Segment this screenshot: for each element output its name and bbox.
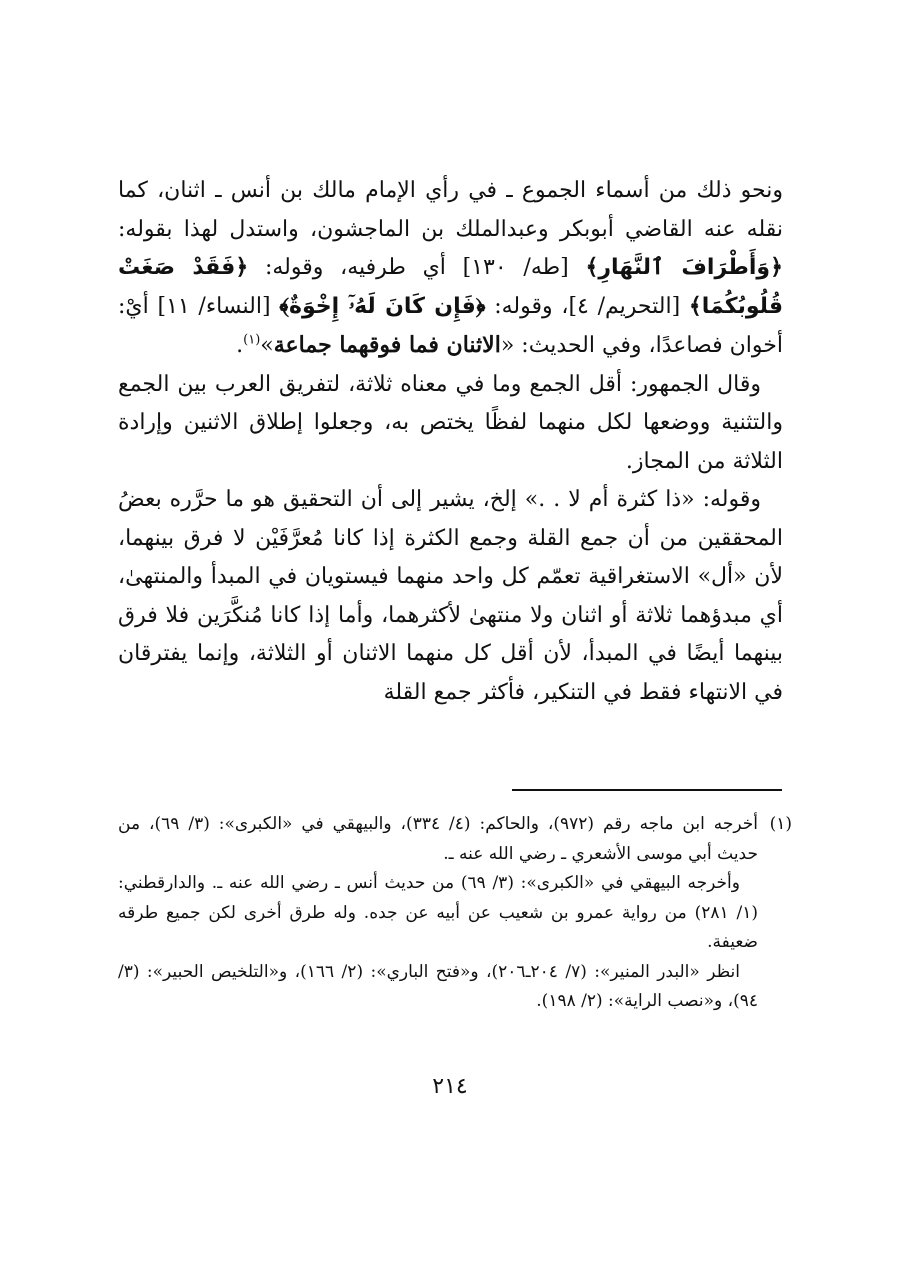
quran-verse-taha: ﴿وَأَطْرَافَ ٱلنَّهَارِ﴾	[585, 255, 783, 280]
footnote-number: (١)	[769, 814, 792, 834]
paragraph-3: وقوله: «ذا كثرة أم لا . .» إلخ، يشير إلى أن التحقيق هو ما حرَّره بعضُ المحققين من أن جمع القلة وجمع الكثرة إذا كانا مُعرَّفَيْن لا فرق بينهما، لأن «أل» الاستغراقية تعمّم كل واحد منهما فيستويان في المبدأ والمنتهىٰ، أي مبدؤهما ثلاثة أو اثنان ولا منتهىٰ لأكثرهما، وأما إذا كانا مُنكَّرَين فلا فرق بينهما أيضًا في المبدأ، لأن أقل كل منهما الاثنان أو الثلاثة، وإنما يفترقان في الانتهاء فقط في التنكير، فأكثر جمع القلة	[118, 487, 784, 705]
page-number: ٢١٤	[432, 1074, 468, 1099]
paragraph-1-text-b: [طه/ ١٣٠] أي طرفيه، وقوله:	[248, 255, 586, 280]
paragraph-1-text-d: [النساء/ ١١] أيْ: أخوان فصاعدًا، وفي الحديث: «	[118, 293, 783, 358]
footnote-1-see-also: انظر «البدر المنير»: (٧/ ٢٠٤ـ٢٠٦)، و«فتح الباري»: (٢/ ١٦٦)، و«التلخيص الحبير»: (٣/ ٩٤)، و«نصب الراية»: (٢/ ١٩٨).	[118, 961, 758, 1011]
paragraph-1	[118, 172, 783, 366]
footnote-1	[118, 810, 792, 869]
footnotes	[118, 810, 792, 1017]
footnote-1-continuation: وأخرجه البيهقي في «الكبرى»: (٣/ ٦٩) من حديث أنس ـ رضي الله عنه ـ. والدارقطني: (١/ ٢٨١) من رواية عمرو بن شعيب عن أبيه عن جده. وله طرق أخرى لكن جميع طرقه ضعيفة.	[118, 873, 758, 952]
main-text	[118, 172, 783, 712]
quran-verse-nisa: ﴿فَإِن كَانَ لَهُۥٓ إِخْوَةٌ﴾	[279, 293, 486, 319]
paragraph-1-text-f: .	[236, 333, 244, 358]
paragraph-1-text-a: ونحو ذلك من أسماء الجموع ـ في رأي الإمام مالك بن أنس ـ اثنان، كما نقله عنه القاضي أبوبكر وعبدالملك بن الماجشون، واستدل لهذا بقوله:	[118, 178, 783, 242]
paragraph-1-text-e: »	[260, 333, 274, 358]
paragraph-1-text-c: [التحريم/ ٤]، وقوله:	[485, 293, 689, 319]
footnote-separator	[512, 789, 782, 791]
footnote-1-text: أخرجه ابن ماجه رقم (٩٧٢)، والحاكم: (٤/ ٣٣٤)، والبيهقي في «الكبرى»: (٣/ ٦٩)، من حديث أبي موسى الأشعري ـ رضي الله عنه ـ.	[118, 814, 759, 864]
hadith-quote: الاثنان فما فوقهما جماعة	[273, 332, 501, 358]
paragraph-2: وقال الجمهور: أقل الجمع وما في معناه ثلاثة، لتفريق العرب بين الجمع والتثنية ووضعها لكل منهما لفظًا يختص به، وجعلوا إطلاق الاثنين وإرادة الثلاثة من المجاز.	[118, 371, 783, 474]
footnote-reference[interactable]: (١)	[243, 332, 261, 348]
quran-verse-tahrim: ﴿فَقَدْ صَغَتْ قُلُوبُكُمَا﴾	[118, 255, 784, 319]
